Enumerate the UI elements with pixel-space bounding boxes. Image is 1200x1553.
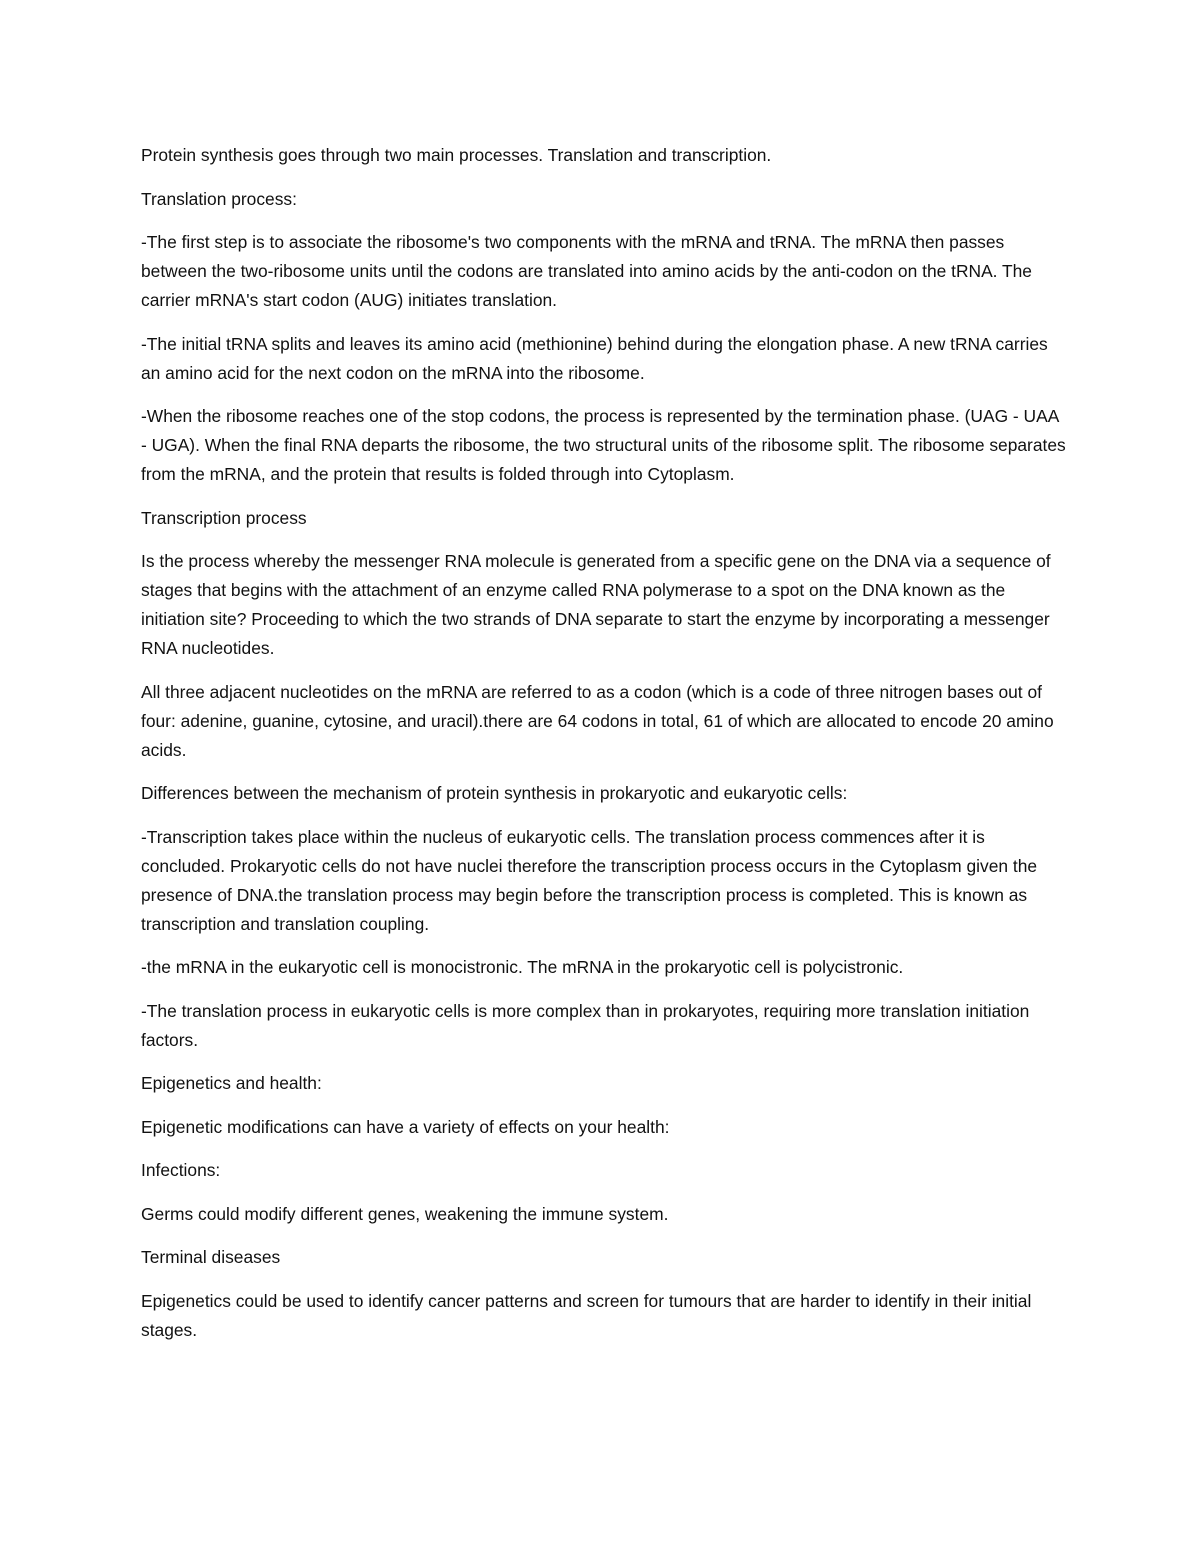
infections-heading: Infections: bbox=[141, 1160, 221, 1180]
differences-heading: Differences between the mechanism of protein synthesis in prokaryotic and eukaryotic cells: bbox=[141, 783, 848, 803]
terminal-diseases-paragraph: Epigenetics could be used to identify cancer patterns and screen for tumours that are harder to identify in their initial stages. bbox=[141, 1290, 1032, 1340]
translation-step-termination: -When the ribosome reaches one of the stop codons, the process is represented by the termination phase. (UAG - UAA - UGA). When the final RNA departs the ribosome, the two structural units of the ribosome split. The ribosome separates from the mRNA, and the protein that results is folded through into Cytoplasm. bbox=[141, 406, 1066, 484]
epigenetics-intro: Epigenetic modifications can have a variety of effects on your health: bbox=[141, 1116, 670, 1137]
difference-complexity: -The translation process in eukaryotic cells is more complex than in prokaryotes, requiring more translation initiation factors. bbox=[141, 1000, 1030, 1050]
translation-step-initiation: -The first step is to associate the ribosome's two components with the mRNA and tRNA. The mRNA then passes between the two-ribosome units until the codons are translated into amino acids by the anti-codon on the tRNA. The carrier mRNA's start codon (AUG) initiates translation. bbox=[141, 232, 1032, 310]
difference-transcription-location: -Transcription takes place within the nucleus of eukaryotic cells. The translation process commences after it is concluded. Prokaryotic cells do not have nuclei therefore the transcription process occurs in the Cytoplasm given the presence of DNA.the translation process may begin before the transcription process is completed. This is known as transcription and translation coupling. bbox=[141, 826, 1038, 934]
translation-step-elongation: -The initial tRNA splits and leaves its amino acid (methionine) behind during the elongation phase. A new tRNA carries an amino acid for the next codon on the mRNA into the ribosome. bbox=[141, 333, 1048, 383]
difference-mrna-type: -the mRNA in the eukaryotic cell is monocistronic. The mRNA in the prokaryotic cell is polycistronic. bbox=[141, 957, 904, 977]
transcription-paragraph: Is the process whereby the messenger RNA molecule is generated from a specific gene on the DNA via a sequence of stages that begins with the attachment of an enzyme called RNA polymerase to a spot on the DNA known as the initiation site? Proceeding to which the two strands of DNA separate to start the enzyme by incorporating a messenger RNA nucleotides. bbox=[141, 551, 1051, 658]
transcription-heading: Transcription process bbox=[141, 507, 307, 528]
intro-paragraph: Protein synthesis goes through two main processes. Translation and transcription. bbox=[141, 145, 772, 165]
translation-heading: Translation process: bbox=[141, 188, 297, 209]
codon-paragraph: All three adjacent nucleotides on the mRNA are referred to as a codon (which is a code of three nitrogen bases out of four: adenine, guanine, cytosine, and uracil).there are 64 codons in total, 61 of which are allocated to encode 20 amino acids. bbox=[141, 681, 1054, 760]
epigenetics-heading: Epigenetics and health: bbox=[141, 1073, 322, 1093]
terminal-diseases-heading: Terminal diseases bbox=[141, 1247, 281, 1267]
document-body bbox=[141, 141, 1066, 1359]
infections-paragraph: Germs could modify different genes, weakening the immune system. bbox=[141, 1203, 669, 1224]
